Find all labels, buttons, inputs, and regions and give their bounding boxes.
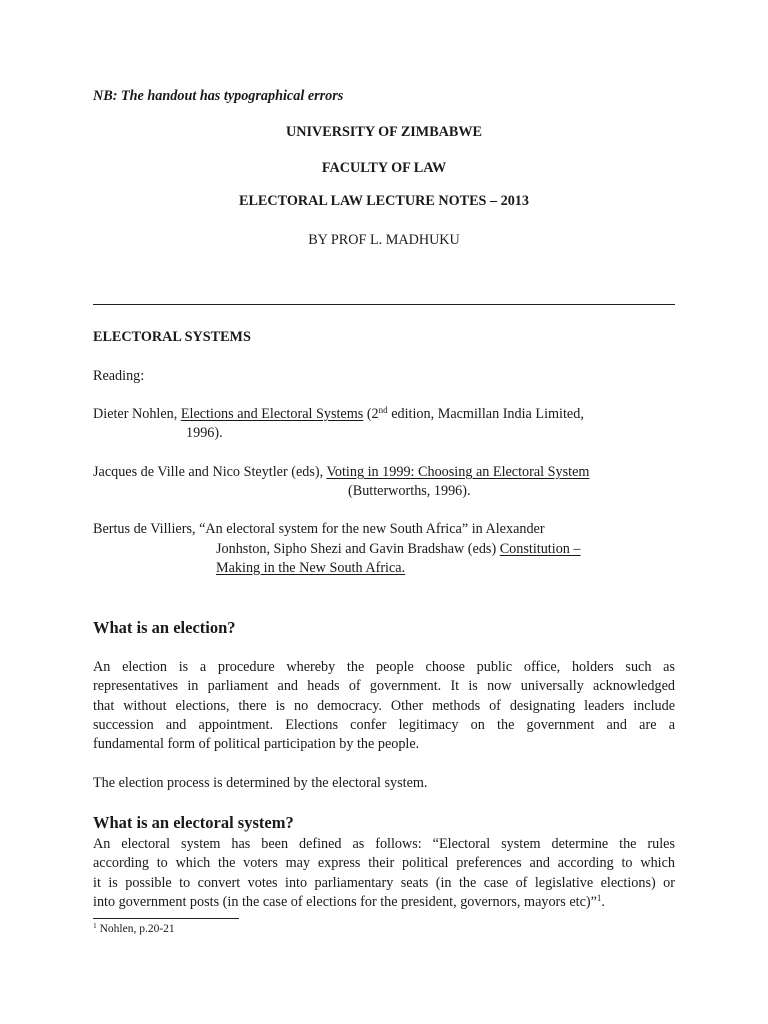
horizontal-divider (93, 304, 675, 305)
footnote-reference: 1 (596, 892, 602, 903)
reading-2-line-1 (93, 463, 589, 481)
paragraph-line-text: into government posts (in the case of elections for the president, governors, mayors etc)” (93, 893, 597, 910)
paragraph-line: that without elections, there is no democracy. Other methods of designating leaders include (93, 697, 675, 714)
heading-what-is-election: What is an election? (93, 618, 236, 637)
footnote-text: Nohlen, p.20-21 (96, 923, 175, 935)
paragraph-line-last (93, 893, 675, 912)
footnote-number: 1 (93, 921, 97, 930)
faculty-title: FACULTY OF LAW (321, 160, 447, 176)
election-paragraph (93, 658, 675, 754)
footnote (93, 920, 175, 938)
section-title: ELECTORAL SYSTEMS (93, 329, 251, 345)
reading-1-line-1 (93, 405, 584, 423)
reading-1-edition: (2 (363, 406, 379, 422)
reading-3-line-2 (216, 540, 581, 558)
election-process-sentence: The election process is determined by the electoral system. (93, 775, 428, 791)
reading-3-editors: Jonhston, Sipho Shezi and Gavin Bradshaw (eds) (216, 541, 500, 557)
course-title: ELECTORAL LAW LECTURE NOTES – 2013 (238, 193, 529, 209)
reading-2-author: Jacques de Ville and Nico Steytler (eds), (93, 464, 327, 480)
reading-label: Reading: (93, 368, 145, 384)
paragraph-line: An election is a procedure whereby the people choose public office, holders such as (93, 659, 675, 675)
author-line: BY PROF L. MADHUKU (308, 232, 460, 248)
paragraph-line: according to which the voters may express their political preferences and according to which (93, 855, 675, 872)
paragraph-end-period: . (601, 893, 605, 910)
reading-3-title-part-1: Constitution – (499, 541, 581, 557)
heading-what-is-electoral-system: What is an electoral system? (93, 813, 294, 832)
paragraph-line: it is possible to convert votes into parliamentary seats (in the case of legislative elections) or (93, 874, 675, 891)
paragraph-line: An electoral system has been defined as follows: “Electoral system determine the rules (93, 836, 675, 852)
reading-1-edition-sup: nd (378, 405, 388, 415)
paragraph-line: fundamental form of political participation by the people. (93, 736, 420, 753)
reading-2-line-2: (Butterworths, 1996). (348, 483, 471, 499)
university-title: UNIVERSITY OF ZIMBABWE (285, 124, 483, 140)
reading-1-line-2: 1996). (186, 425, 223, 441)
reading-1-title: Elections and Electoral Systems (180, 406, 364, 422)
reading-2-title: Voting in 1999: Choosing an Electoral System (326, 464, 590, 480)
electoral-system-paragraph (93, 835, 675, 912)
paragraph-line: representatives in parliament and heads of government. It is now universally acknowledged (93, 678, 675, 695)
footnote-divider (93, 918, 239, 919)
reading-3-line-1: Bertus de Villiers, “An electoral system for the new South Africa” in Alexander (93, 521, 545, 537)
typo-warning-note: NB: The handout has typographical errors (93, 88, 344, 104)
reading-1-author: Dieter Nohlen, (93, 406, 181, 422)
reading-3-title-part-2: Making in the New South Africa. (216, 560, 406, 576)
reading-1-publisher: edition, Macmillan India Limited, (387, 406, 584, 422)
paragraph-line: succession and appointment. Elections confer legitimacy on the government and are a (93, 716, 675, 733)
